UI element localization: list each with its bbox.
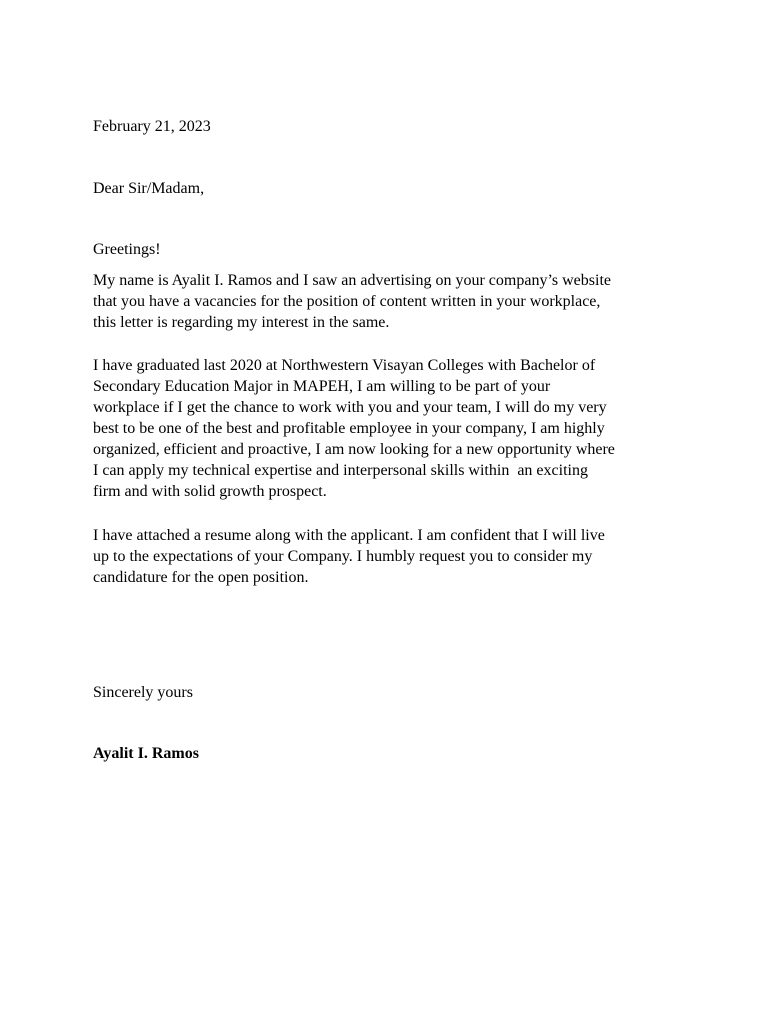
paragraph-line: best to be one of the best and profitable employee in your company, I am highly bbox=[93, 420, 605, 437]
paragraph-line: that you have a vacancies for the position of content written in your workplace, bbox=[93, 293, 601, 310]
paragraph-line: I have attached a resume along with the applicant. I am confident that I will live bbox=[93, 527, 605, 544]
paragraph-line: candidature for the open position. bbox=[93, 569, 309, 586]
paragraph-line: workplace if I get the chance to work with you and your team, I will do my very bbox=[93, 399, 607, 416]
paragraph-line: this letter is regarding my interest in the same. bbox=[93, 314, 390, 331]
paragraph-line: Secondary Education Major in MAPEH, I am willing to be part of your bbox=[93, 378, 551, 395]
paragraph-line: I can apply my technical expertise and interpersonal skills within an exciting bbox=[93, 462, 588, 479]
letter-date: February 21, 2023 bbox=[93, 118, 211, 135]
paragraph-line: up to the expectations of your Company. I humbly request you to consider my bbox=[93, 548, 593, 565]
paragraph-line: organized, efficient and proactive, I am now looking for a new opportunity where bbox=[93, 441, 615, 458]
letter-greeting: Greetings! bbox=[93, 241, 161, 258]
letter-closing: Sincerely yours bbox=[93, 684, 193, 701]
signature-name: Ayalit I. Ramos bbox=[93, 745, 199, 762]
paragraph-line: I have graduated last 2020 at Northwestern Visayan Colleges with Bachelor of bbox=[93, 357, 596, 374]
paragraph-line: My name is Ayalit I. Ramos and I saw an advertising on your company’s website bbox=[93, 272, 611, 289]
paragraph-line: firm and with solid growth prospect. bbox=[93, 483, 327, 500]
letter-salutation: Dear Sir/Madam, bbox=[93, 180, 205, 197]
